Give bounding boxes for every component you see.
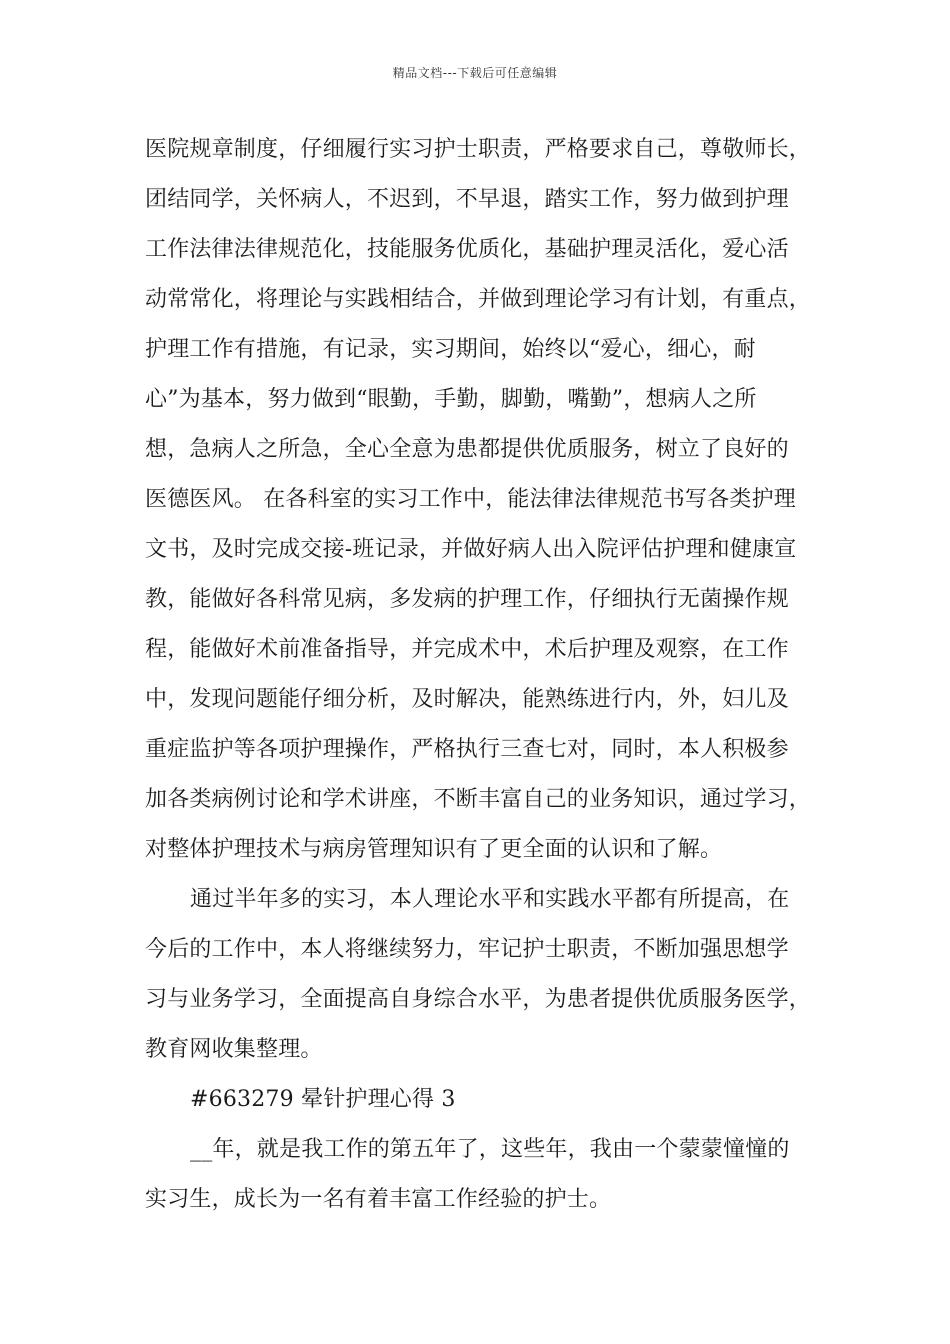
body-line: 教育网收集整理。 [145,1037,323,1062]
body-line: 习与业务学习，全面提高自身综合水平，为患者提供优质服务医学， [145,987,812,1012]
body-line: 医院规章制度，仔细履行实习护士职责，严格要求自己，尊敬师长， [145,137,812,162]
body-line: 通过半年多的实习，本人理论水平和实践水平都有所提高，在 [190,887,790,912]
body-line: 文书，及时完成交接-班记录，并做好病人出入院评估护理和健康宣 [145,537,797,562]
body-line: 心”为基本，努力做到“眼勤，手勤，脚勤，嘴勤”，想病人之所 [145,387,757,412]
body-line: 动常常化，将理论与实践相结合，并做到理论学习有计划，有重点， [145,287,812,312]
body-line: 程，能做好术前准备指导，并完成术中，术后护理及观察，在工作 [145,637,789,662]
body-line: 中，发现问题能仔细分析，及时解决，能熟练进行内，外，妇儿及 [145,687,789,712]
body-line: 工作法律法律规范化，技能服务优质化，基础护理灵活化，爱心活 [145,237,789,262]
body-line: 重症监护等各项护理操作，严格执行三查七对，同时，本人积极参 [145,737,789,762]
section-heading: #663279 晕针护理心得 3 [190,1087,456,1112]
body-line: 今后的工作中，本人将继续努力，牢记护士职责，不断加强思想学 [145,937,789,962]
body-line: 想，急病人之所急，全心全意为患都提供优质服务，树立了良好的 [145,437,789,462]
body-line: 加各类病例讨论和学术讲座，不断丰富自己的业务知识，通过学习， [145,787,812,812]
body-line: 教，能做好各科常见病，多发病的护理工作，仔细执行无菌操作规 [145,587,789,612]
body-line: 实习生，成长为一名有着丰富工作经验的护士。 [145,1187,612,1212]
body-line: 医德医风。 在各科室的实习工作中，能法律法律规范书写各类护理 [145,487,796,512]
body-line: 对整体护理技术与病房管理知识有了更全面的认识和了解。 [145,837,723,862]
body-line: 团结同学，关怀病人，不迟到，不早退，踏实工作，努力做到护理 [145,187,789,212]
body-line: 护理工作有措施，有记录，实习期间，始终以“爱心，细心，耐 [145,337,756,362]
page-header: 精品文档---下载后可任意编辑 [392,66,558,80]
body-line: __年，就是我工作的第五年了，这些年，我由一个蒙蒙憧憧的 [190,1137,790,1162]
